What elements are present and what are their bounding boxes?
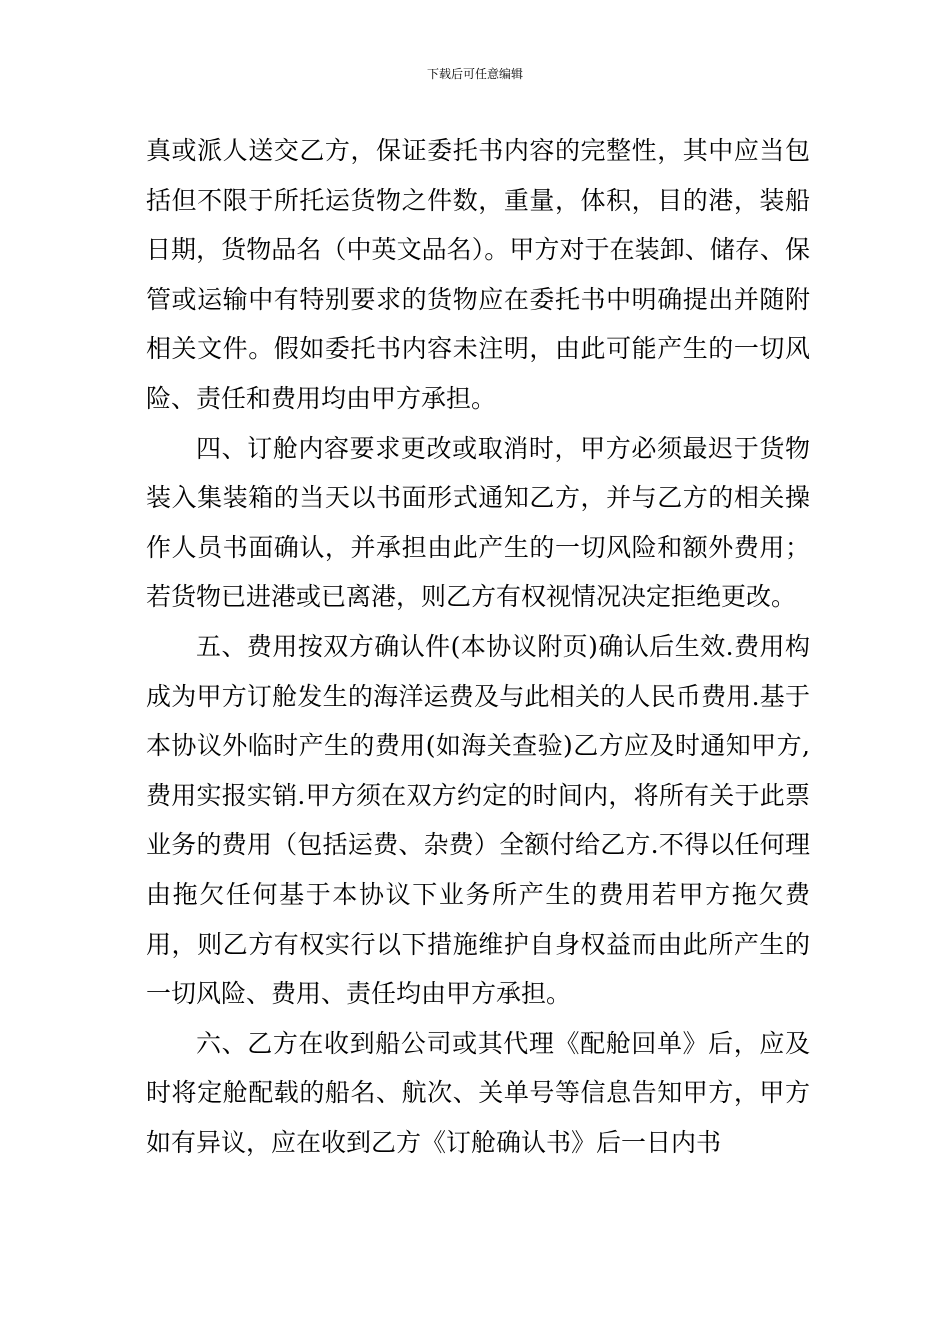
page-header: 下载后可任意编辑 bbox=[426, 67, 523, 81]
paragraph-clause-6: 六、乙方在收到船公司或其代理《配舱回单》后，应及时将定舱配载的船名、航次、关单号等信息告知甲方，甲方如有异议，应在收到乙方《订舱确认书》后一日内书 bbox=[146, 1028, 810, 1157]
paragraph-continuation: 真或派人送交乙方，保证委托书内容的完整性，其中应当包括但不限于所托运货物之件数，重量，体积，目的港，装船日期，货物品名（中英文品名）。甲方对于在装卸、储存、保管或运输中有特别要求的货物应在委托书中明确提出并随附相关文件。假如委托书内容未注明，由此可能产生的一切风险、责任和费用均由甲方承担。 bbox=[146, 136, 810, 413]
paragraph-clause-5: 五、费用按双方确认件(本协议附页)确认后生效.费用构成为甲方订舱发生的海洋运费及与此相关的人民币费用.基于本协议外临时产生的费用(如海关查验)乙方应及时通知甲方,费用实报实销.甲方须在双方约定的时间内，将所有关于此票业务的费用（包括运费、杂费）全额付给乙方.不得以任何理由拖欠任何基于本协议下业务所产生的费用若甲方拖欠费用，则乙方有权实行以下措施维护自身权益而由此所产生的一切风险、费用、责任均由甲方承担。 bbox=[146, 631, 810, 1009]
paragraph-clause-4: 四、订舱内容要求更改或取消时，甲方必须最迟于货物装入集装箱的当天以书面形式通知乙方，并与乙方的相关操作人员书面确认，并承担由此产生的一切风险和额外费用；若货物已进港或已离港，则乙方有权视情况决定拒绝更改。 bbox=[146, 433, 810, 612]
document-body bbox=[146, 126, 810, 1167]
